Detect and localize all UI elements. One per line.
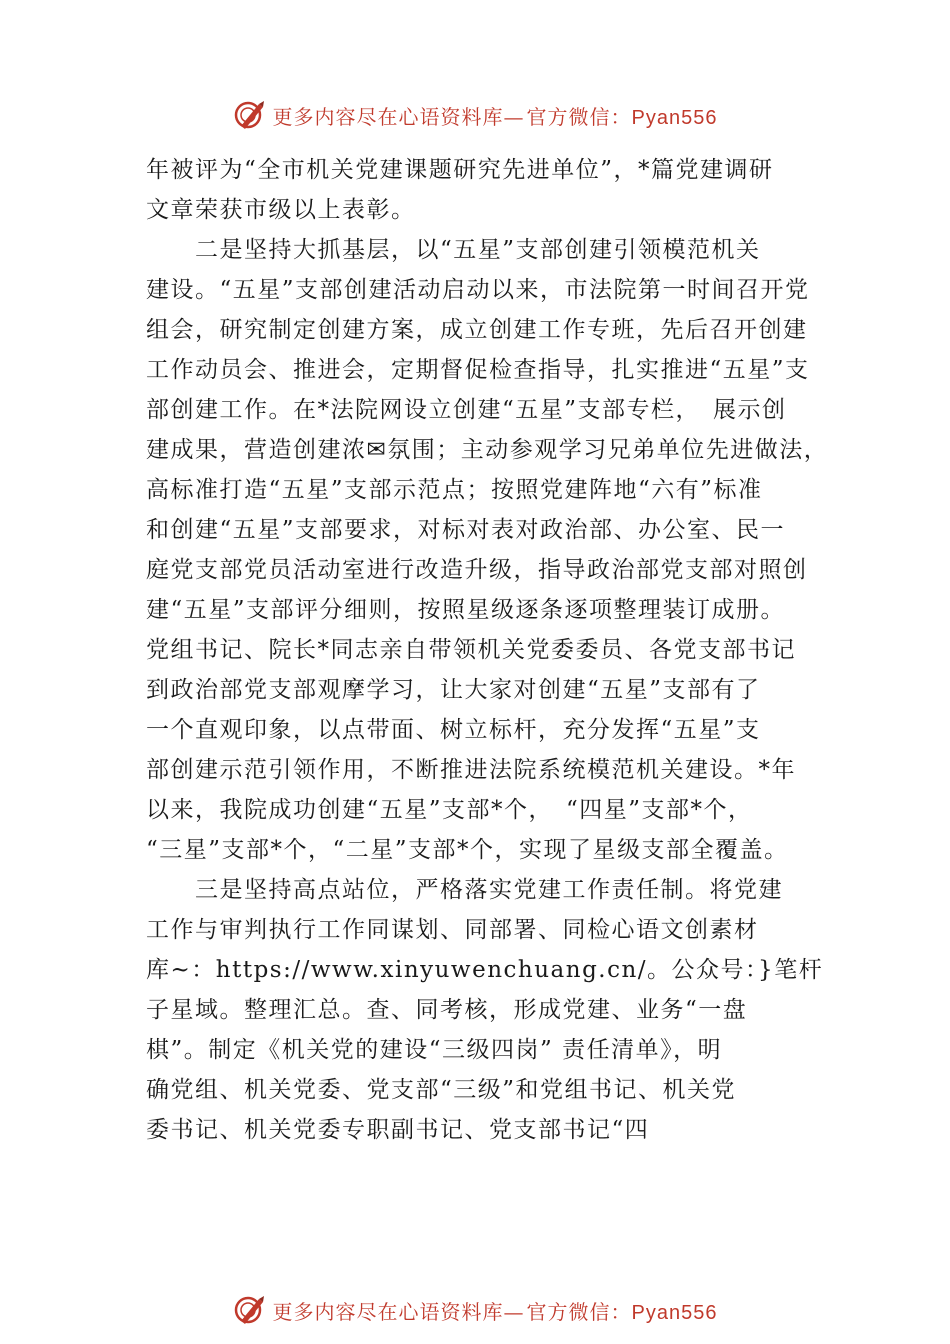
header-banner-wechat-label: 官方微信： (526, 104, 632, 129)
body-line: 建“五星”支部评分细则，按照星级逐条逐项整理装订成册。 (146, 597, 786, 623)
body-line: 组会，研究制定创建方案，成立创建工作专班，先后召开创建 (146, 317, 808, 343)
body-line: 建成果，营造创建浓✉氛围；主动参观学习兄弟单位先进做法， (146, 437, 829, 463)
body-line: 一个直观印象，以点带面、树立标杆，充分发挥“五星”支 (146, 717, 761, 743)
header-banner-main: 更多内容尽在心语资料库— (272, 104, 525, 129)
body-line: 委书记、机关党委专职副书记、党支部书记“四 (146, 1117, 650, 1143)
body-line: 文章荣获市级以上表彰。 (146, 197, 416, 223)
body-line: 高标准打造“五星”支部示范点；按照党建阵地“六有”标准 (146, 477, 763, 503)
body-line: 工作与审判执行工作同谋划、同部署、同检心语文创素材 (146, 917, 759, 943)
body-line: 部创建工作。在*法院网设立创建“五星”支部专栏， 展示创 (146, 397, 787, 423)
body-line: 到政治部党支部观摩学习，让大家对创建“五星”支部有了 (146, 677, 761, 703)
pen-logo-icon (233, 1293, 267, 1327)
pen-logo-icon (233, 98, 267, 132)
body-line: 二是坚持大抓基层，以“五星”支部创建引领模范机关 (146, 237, 761, 263)
body-line: 部创建示范引领作用，不断推进法院系统模范机关建设。*年 (146, 757, 796, 783)
body-line: 三是坚持高点站位，严格落实党建工作责任制。将党建 (146, 877, 783, 903)
body-line: 年被评为“全市机关党建课题研究先进单位”，*篇党建调研 (146, 157, 774, 183)
body-line: 棋”。制定《机关党的建设“三级四岗” 责任清单》，明 (146, 1037, 723, 1063)
body-line: 党组书记、院长*同志亲自带领机关党委委员、各党支部书记 (146, 637, 796, 663)
body-line: 以来，我院成功创建“五星”支部*个， “四星”支部*个， (146, 797, 753, 823)
body-line: 确党组、机关党委、党支部“三级”和党组书记、机关党 (146, 1077, 737, 1103)
body-line: “三星”支部*个，“二星”支部*个，实现了星级支部全覆盖。 (146, 837, 789, 863)
footer-banner (0, 1290, 950, 1330)
body-line: 庭党支部党员活动室进行改造升级，指导政治部党支部对照创 (146, 557, 808, 583)
header-banner (0, 95, 950, 135)
header-banner-text (273, 101, 718, 130)
footer-banner-wechat-id: Pyan556 (631, 1301, 718, 1324)
footer-banner-text (273, 1296, 718, 1325)
body-line: 工作动员会、推进会，定期督促检查指导，扎实推进“五星”支 (146, 357, 810, 383)
header-banner-wechat-id: Pyan556 (631, 106, 718, 129)
body-line: 库~：https://www.xinyuwenchuang.cn/。公众号：}笔杆 (146, 957, 824, 983)
footer-banner-main: 更多内容尽在心语资料库— (272, 1299, 525, 1324)
body-line: 和创建“五星”支部要求，对标对表对政治部、办公室、民一 (146, 517, 786, 543)
body-line: 子星域。整理汇总。查、同考核，形成党建、业务“一盘 (146, 997, 748, 1023)
footer-banner-wechat-label: 官方微信： (526, 1299, 632, 1324)
body-line: 建设。“五星”支部创建活动启动以来，市法院第一时间召开党 (146, 277, 810, 303)
document-body (146, 150, 829, 1150)
